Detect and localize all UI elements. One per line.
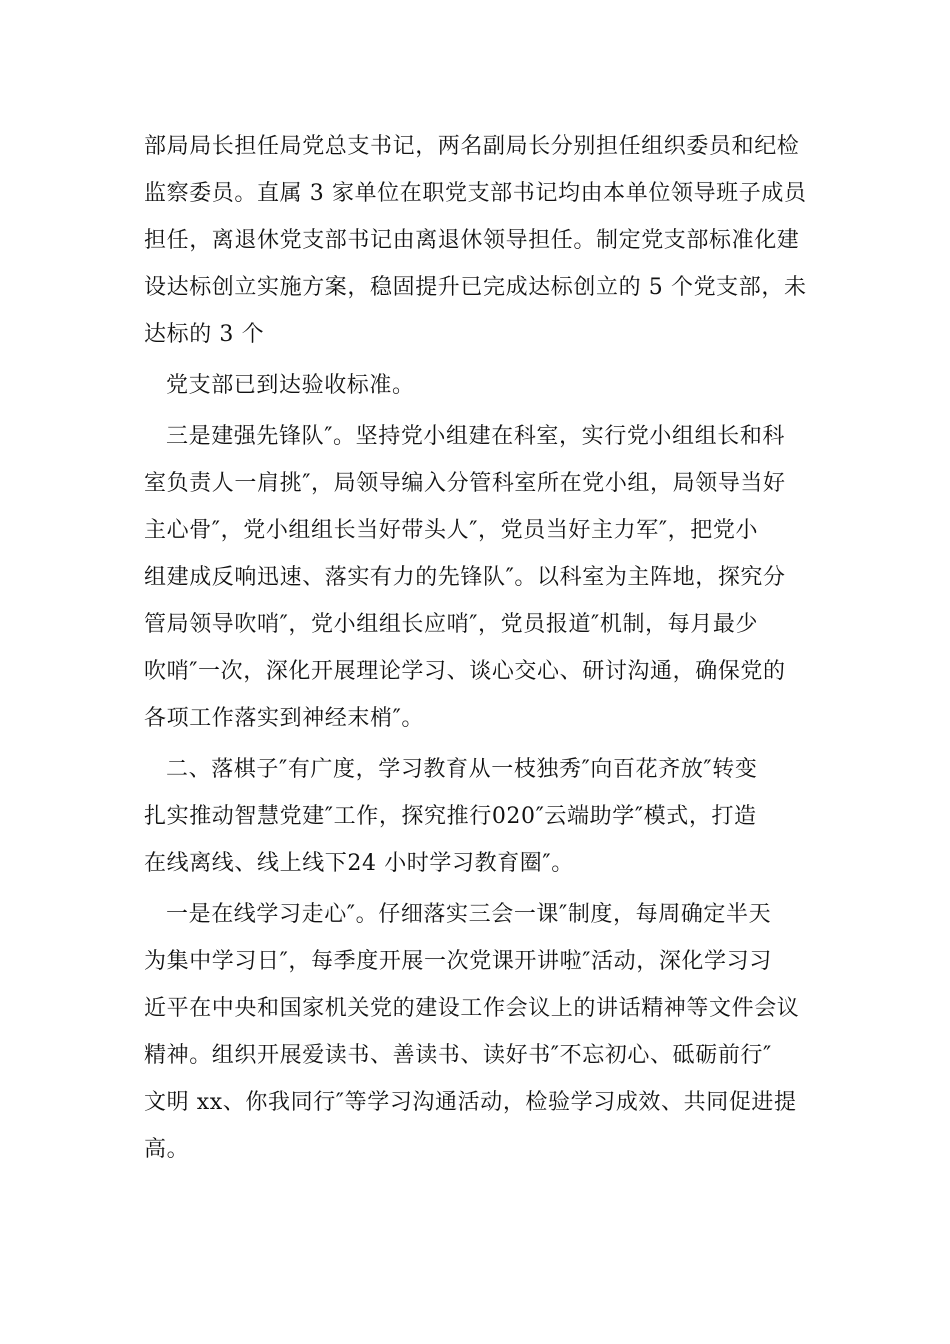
- text-line: 达标的 3 个: [144, 322, 265, 347]
- text-line: 管局领导吹哨″，党小组组长应哨″，党员报道″机制，每月最少: [144, 612, 759, 637]
- text-line: 部局局长担任局党总支书记，两名副局长分别担任组织委员和纪检: [144, 134, 800, 159]
- text-line: 组建成反响迅速、落实有力的先锋队″。以科室为主阵地，探究分: [144, 565, 786, 590]
- text-line: 二、落棋子″有广度，学习教育从一枝独秀″向百花齐放″转变: [166, 757, 758, 782]
- text-line: 近平在中央和国家机关党的建设工作会议上的讲话精神等文件会议: [144, 996, 800, 1021]
- text-line: 监察委员。直属 3 家单位在职党支部书记均由本单位领导班子成员: [144, 181, 807, 206]
- text-line: 主心骨″，党小组组长当好带头人″，党员当好主力军″，把党小: [144, 518, 759, 543]
- text-line: 设达标创立实施方案，稳固提升已完成达标创立的 5 个党支部，未: [144, 275, 807, 300]
- text-line: 扎实推动智慧党建″工作，探究推行020″云端助学″模式，打造: [144, 804, 757, 829]
- text-line: 为集中学习日″，每季度开展一次党课开讲啦″活动，深化学习习: [144, 949, 772, 974]
- text-line: 文明 xx、你我同行″等学习沟通活动，检验学习成效、共同促进提: [144, 1090, 797, 1115]
- text-line: 党支部已到达验收标准。: [166, 373, 415, 398]
- text-line: 精神。组织开展爱读书、善读书、读好书″不忘初心、砥砺前行″: [144, 1043, 772, 1068]
- text-line: 在线离线、线上线下24 小时学习教育圈″。: [144, 851, 574, 876]
- text-line: 吹哨″一次，深化开展理论学习、谈心交心、研讨沟通，确保党的: [144, 659, 786, 684]
- text-line: 高。: [144, 1137, 190, 1162]
- text-line: 室负责人一肩挑″，局领导编入分管科室所在党小组，局领导当好: [144, 471, 786, 496]
- text-line: 一是在线学习走心″。仔细落实三会一课″制度，每周确定半天: [166, 902, 772, 927]
- text-line: 各项工作落实到神经末梢″。: [144, 706, 425, 731]
- text-line: 三是建强先锋队″。坚持党小组建在科室，实行党小组组长和科: [166, 424, 786, 449]
- text-line: 担任，离退休党支部书记由离退休领导担任。制定党支部标准化建: [144, 228, 800, 253]
